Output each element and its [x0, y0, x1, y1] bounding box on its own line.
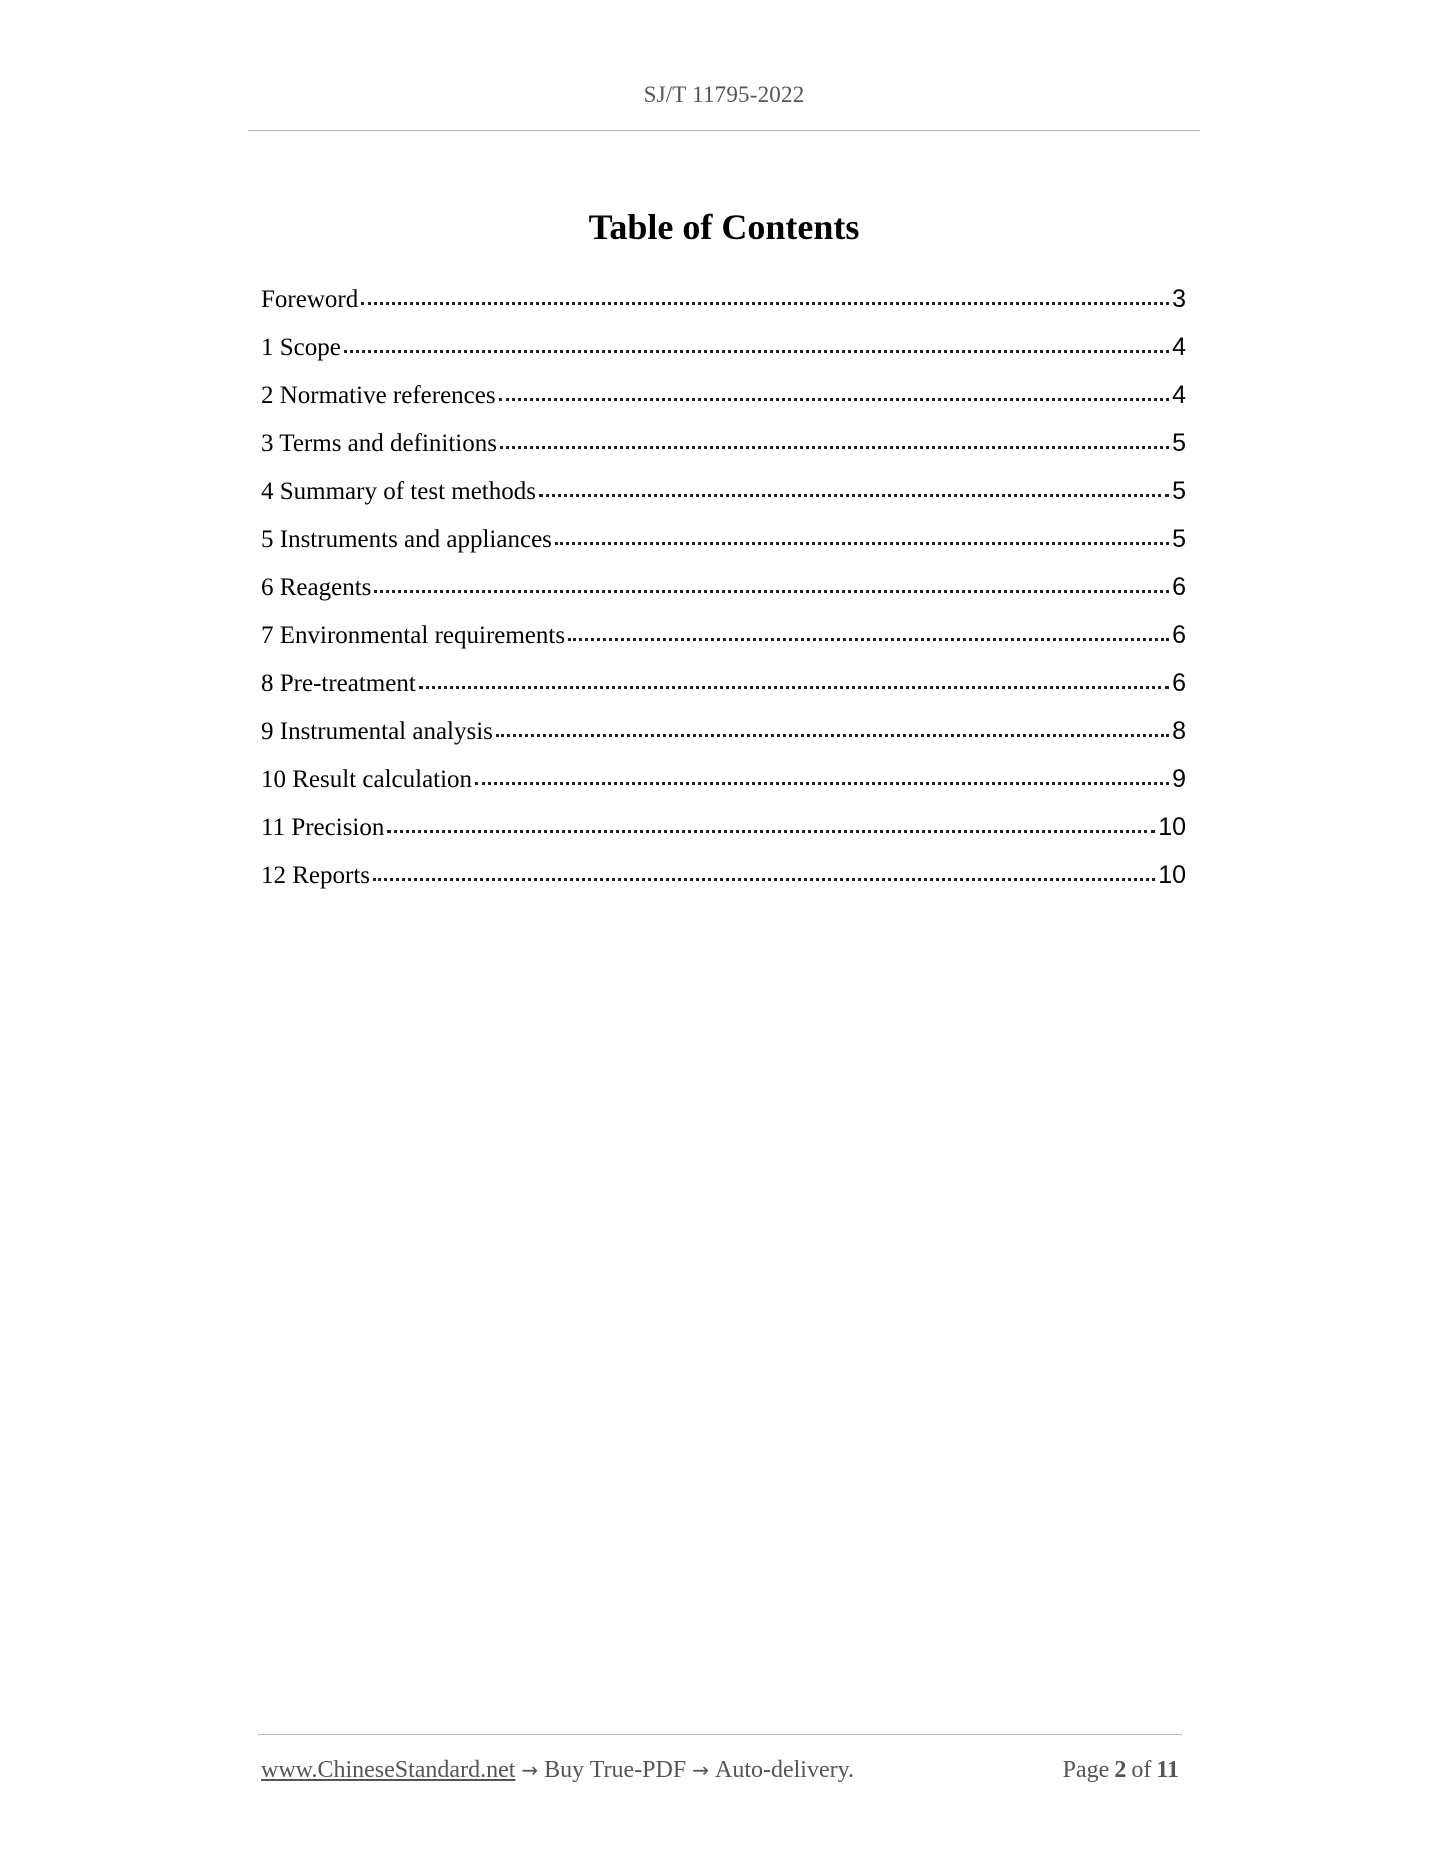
current-page-number: 2 [1114, 1756, 1127, 1783]
toc-entry[interactable] [261, 419, 1186, 467]
page-footer [261, 1752, 1179, 1788]
toc-entry-label: 1 Scope [261, 334, 341, 361]
toc-entry-label: 12 Reports [261, 862, 371, 889]
toc-entry-label: 2 Normative references [261, 382, 496, 409]
toc-entry-page: 5 [1172, 477, 1186, 505]
toc-entry[interactable] [261, 611, 1186, 659]
dot-leader [500, 446, 1169, 449]
footer-divider [258, 1734, 1182, 1735]
page-header [248, 82, 1200, 108]
dot-leader [475, 782, 1169, 785]
toc-entry-label: 9 Instrumental analysis [261, 718, 493, 745]
dot-leader [344, 350, 1169, 353]
dot-leader [499, 398, 1169, 401]
of-word: of [1131, 1756, 1152, 1783]
toc-entry-page: 6 [1172, 669, 1186, 697]
toc-entry[interactable] [261, 467, 1186, 515]
dot-leader [568, 638, 1169, 641]
toc-entry-label: 10 Result calculation [261, 766, 473, 793]
dot-leader [496, 734, 1169, 737]
toc-entry-label: 4 Summary of test methods [261, 478, 536, 505]
document-code: SJ/T 11795-2022 [643, 82, 805, 107]
toc-entry-page: 9 [1172, 765, 1186, 793]
toc-entry-page: 8 [1172, 717, 1186, 745]
toc-entry-page: 10 [1158, 813, 1186, 841]
dot-leader [387, 830, 1155, 833]
right-arrow-icon: → [692, 1757, 709, 1782]
toc-entry-page: 4 [1172, 333, 1186, 361]
toc-entry-label: 3 Terms and definitions [261, 430, 497, 457]
header-divider [248, 130, 1200, 131]
toc-entry[interactable] [261, 707, 1186, 755]
toc-entry-page: 6 [1172, 621, 1186, 649]
toc-entry[interactable] [261, 371, 1186, 419]
page-indicator [1058, 1757, 1179, 1784]
site-link[interactable]: www.ChineseStandard.net [261, 1756, 516, 1783]
toc-entry-label: 8 Pre-treatment [261, 670, 416, 697]
toc-entry[interactable] [261, 323, 1186, 371]
toc-entry-label: Foreword [261, 286, 359, 313]
toc-entry[interactable] [261, 659, 1186, 707]
dot-leader [539, 494, 1169, 497]
toc-entry-label: 11 Precision [261, 814, 385, 841]
dot-leader [419, 686, 1169, 689]
buy-step: Buy True-PDF [544, 1756, 687, 1783]
table-of-contents [261, 275, 1186, 899]
toc-entry-label: 6 Reagents [261, 574, 372, 601]
toc-title: Table of Contents [588, 207, 860, 247]
delivery-step: Auto-delivery. [714, 1756, 855, 1783]
toc-entry[interactable] [261, 515, 1186, 563]
right-arrow-icon: → [521, 1757, 539, 1782]
toc-entry-page: 6 [1172, 573, 1186, 601]
toc-entry-label: 7 Environmental requirements [261, 622, 566, 649]
dot-leader [555, 542, 1169, 545]
dot-leader [373, 878, 1155, 881]
toc-entry-label: 5 Instruments and appliances [261, 526, 552, 553]
toc-entry[interactable] [261, 563, 1186, 611]
toc-entry-page: 10 [1158, 861, 1186, 889]
toc-entry[interactable] [261, 755, 1186, 803]
toc-entry[interactable] [261, 851, 1186, 899]
dot-leader [361, 302, 1169, 305]
total-page-number: 11 [1156, 1756, 1179, 1783]
page-word: Page [1062, 1756, 1110, 1783]
toc-entry-page: 5 [1172, 525, 1186, 553]
toc-entry[interactable] [261, 275, 1186, 323]
toc-entry-page: 3 [1172, 285, 1186, 313]
toc-entry[interactable] [261, 803, 1186, 851]
toc-entry-page: 4 [1172, 381, 1186, 409]
dot-leader [374, 590, 1169, 593]
toc-entry-page: 5 [1172, 429, 1186, 457]
footer-promo [261, 1757, 854, 1784]
